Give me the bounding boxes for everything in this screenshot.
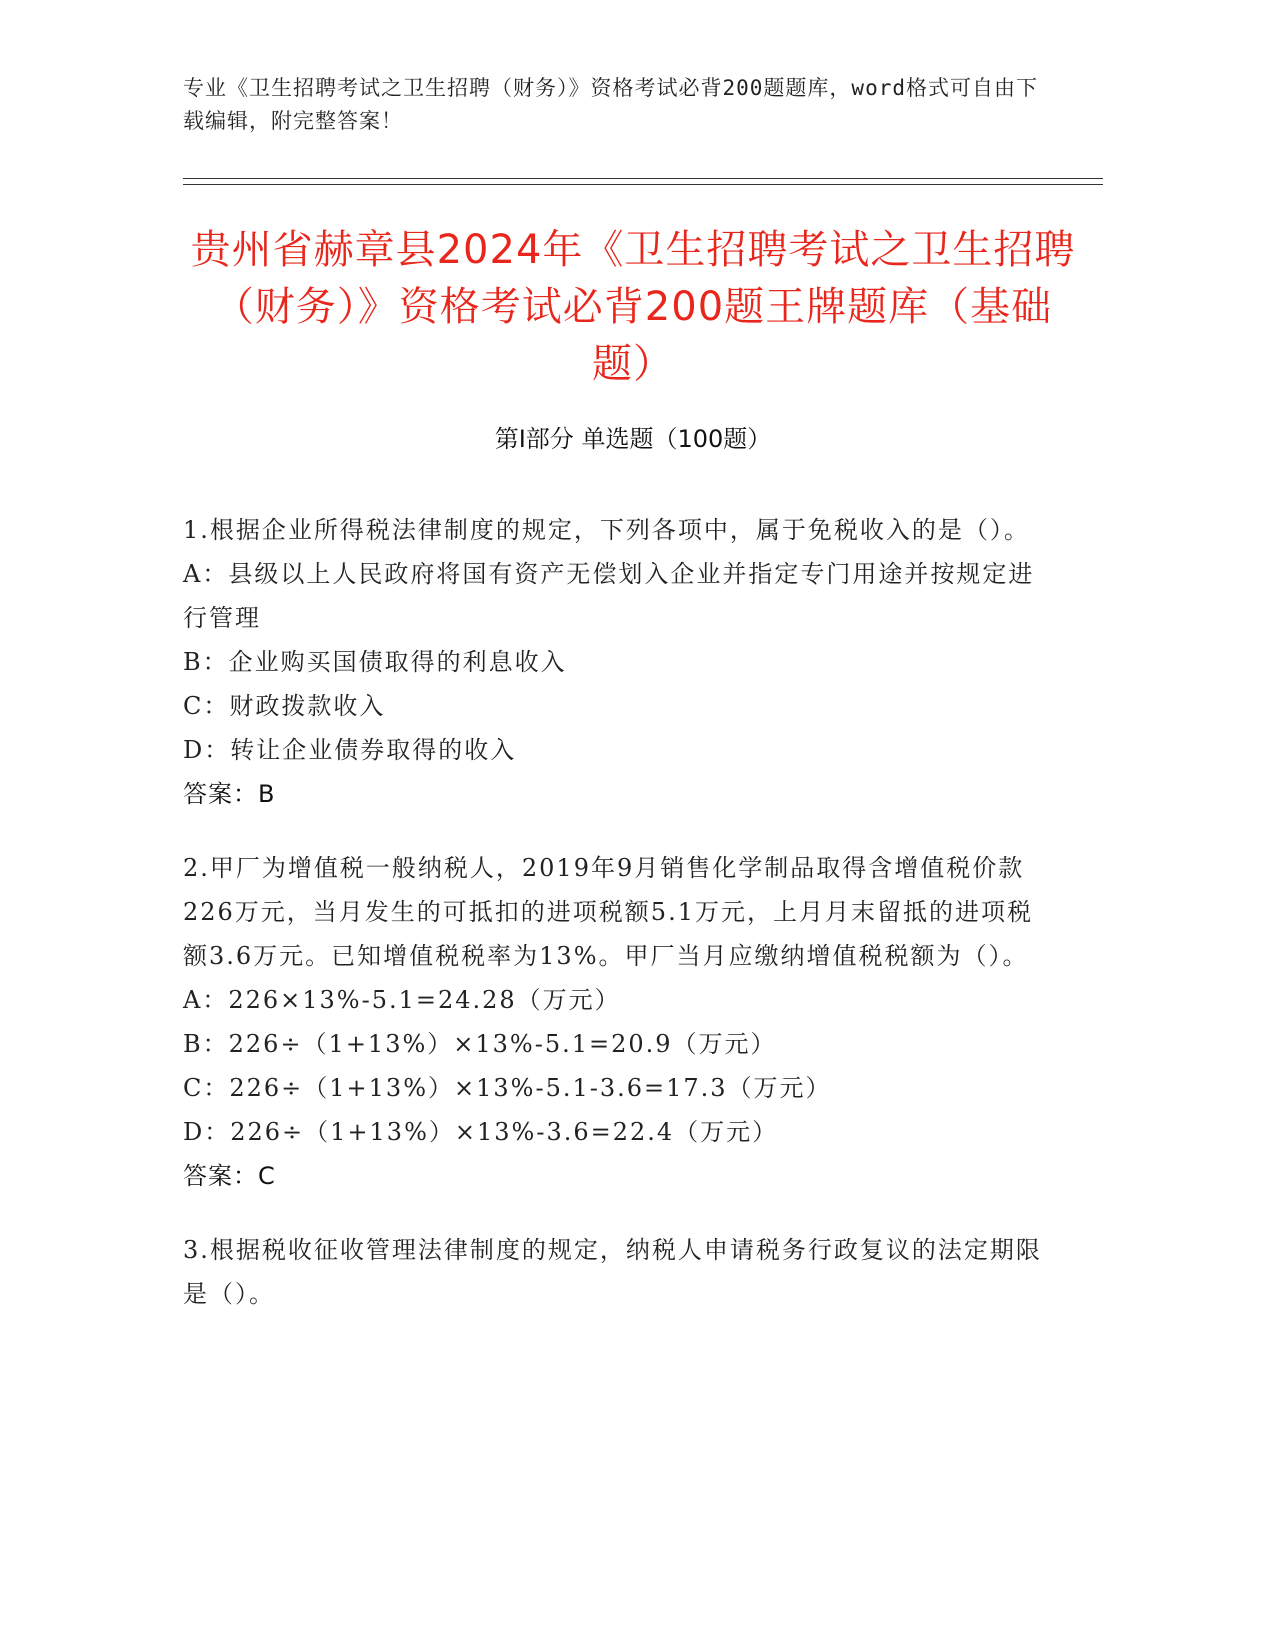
question-stem: 1.根据企业所得税法律制度的规定，下列各项中，属于免税收入的是（）。 bbox=[183, 516, 1030, 544]
answer: 答案：C bbox=[183, 1162, 276, 1190]
option-a: A：县级以上人民政府将国有资产无偿划入企业并指定专门用途并按规定进行管理 bbox=[183, 560, 1035, 632]
option-b: B：226÷（1+13%）×13%-5.1=20.9（万元） bbox=[183, 1030, 777, 1058]
option-a: A：226×13%-5.1=24.28（万元） bbox=[183, 986, 621, 1014]
question-3 bbox=[183, 1228, 1043, 1316]
option-c: C：226÷（1+13%）×13%-5.1-3.6=17.3（万元） bbox=[183, 1074, 832, 1102]
option-c: C：财政拨款收入 bbox=[183, 692, 386, 720]
question-2 bbox=[183, 846, 1043, 1198]
option-b: B：企业购买国债取得的利息收入 bbox=[183, 648, 567, 676]
option-d: D：转让企业债券取得的收入 bbox=[183, 736, 517, 764]
section-title: 第Ⅰ部分 单选题（100题） bbox=[494, 425, 772, 453]
question-stem: 2.甲厂为增值税一般纳税人，2019年9月销售化学制品取得含增值税价款226万元，当月发生的可抵扣的进项税额5.1万元，上月月末留抵的进项税额3.6万元。已知增值税税率为13%。甲厂当月应缴纳增值税税额为（）。 bbox=[183, 854, 1033, 970]
header-divider-bottom bbox=[183, 184, 1103, 185]
question-list bbox=[183, 508, 1043, 1346]
answer: 答案：B bbox=[183, 780, 276, 808]
document-title: 贵州省赫章县2024年《卫生招聘考试之卫生招聘（财务）》资格考试必背200题王牌题库（基础题） bbox=[190, 227, 1076, 387]
question-stem: 3.根据税收征收管理法律制度的规定，纳税人申请税务行政复议的法定期限是（）。 bbox=[183, 1236, 1042, 1308]
header-divider-top bbox=[183, 178, 1103, 179]
option-d: D：226÷（1+13%）×13%-3.6=22.4（万元） bbox=[183, 1118, 779, 1146]
header-note: 专业《卫生招聘考试之卫生招聘（财务）》资格考试必背200题题库，word格式可自由下载编辑，附完整答案！ bbox=[183, 76, 1038, 133]
question-1 bbox=[183, 508, 1043, 816]
